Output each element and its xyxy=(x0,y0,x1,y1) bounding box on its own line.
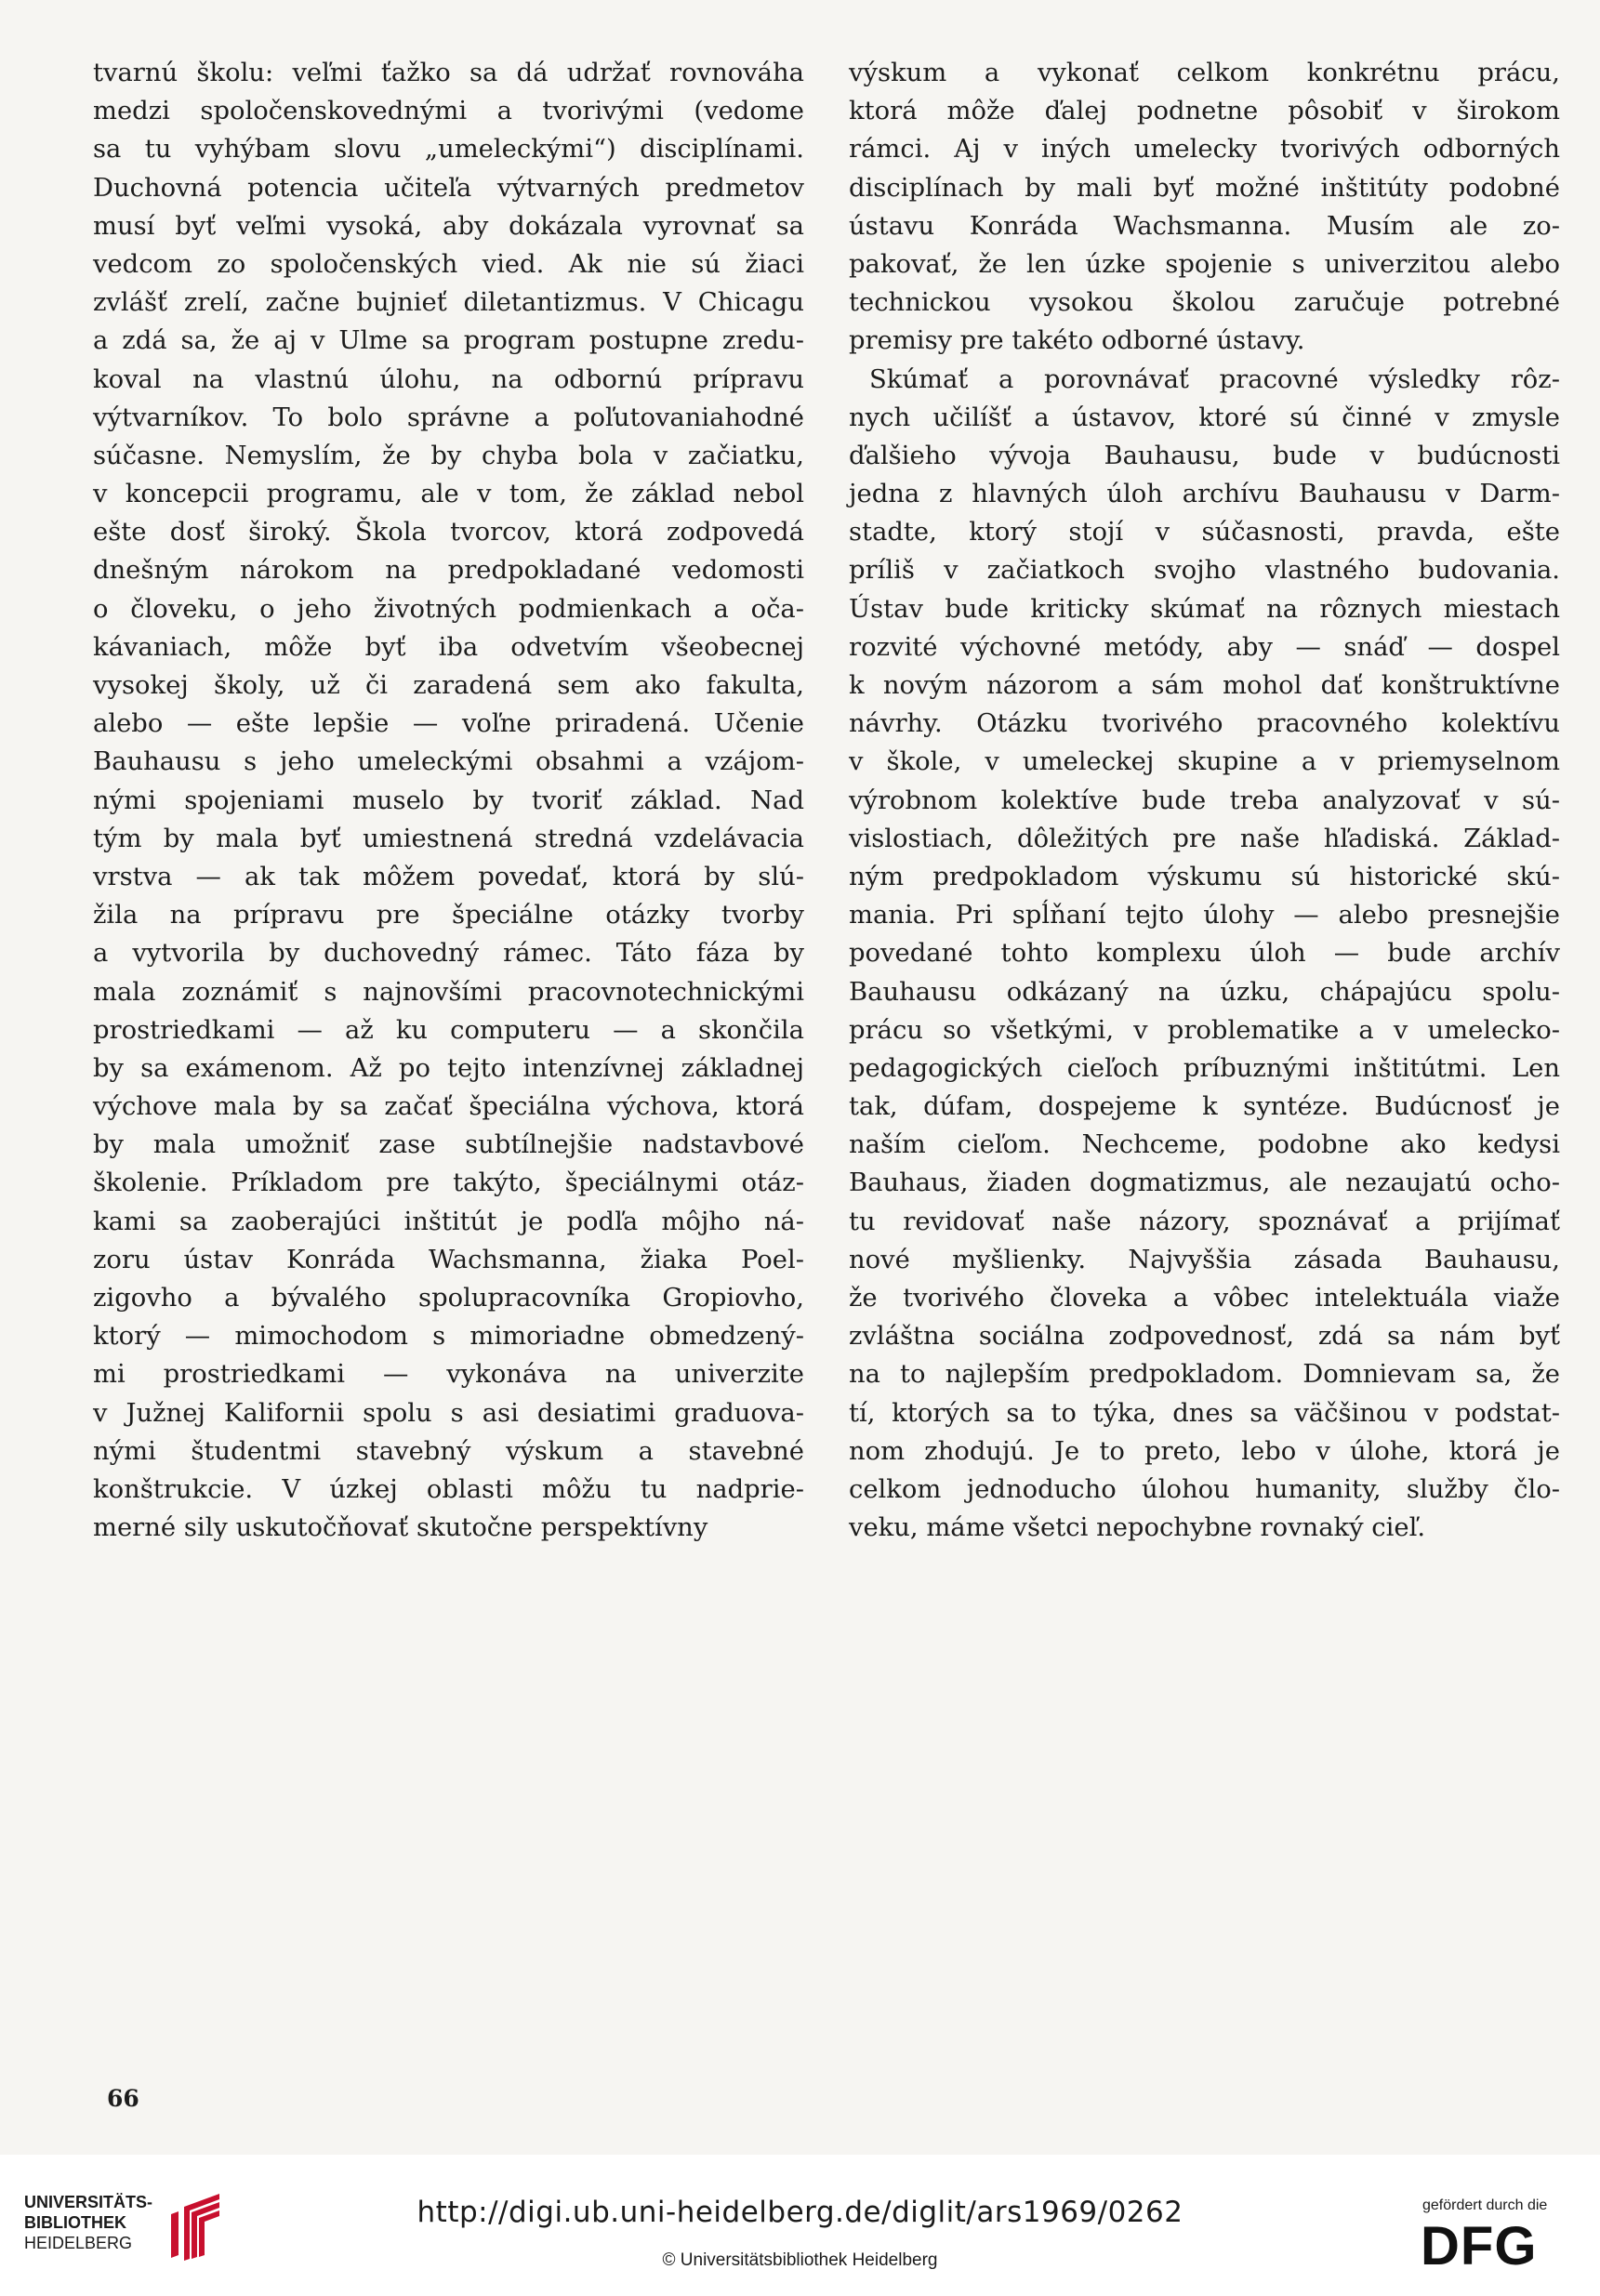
funding-caption: gefördert durch die xyxy=(1422,2197,1548,2213)
text-line: sa tu vyhýbam slovu „umeleckými“) disciplínami. xyxy=(93,135,804,165)
text-line: kávaniach, môže byť iba odvetvím všeobecnej xyxy=(93,632,804,662)
text-line: vysokej školy, už či zaradená sem ako fakulta, xyxy=(93,671,804,700)
text-line: Bauhausu odkázaný na úzku, chápajúcu spolu- xyxy=(849,977,1560,1007)
text-line: ešte dosť široký. Škola tvorcov, ktorá zodpovedá xyxy=(93,518,804,548)
text-line: výskum a vykonať celkom konkrétnu prácu, xyxy=(849,59,1560,87)
left-text-column xyxy=(93,54,804,1547)
text-line: zvlášť zrelí, začne bujnieť diletantizmus. V Chicagu xyxy=(93,288,804,318)
text-line: ktorá môže ďalej podnetne pôsobiť v širokom xyxy=(849,97,1560,126)
text-line: ďalšieho vývoja Bauhausu, bude v budúcnosti xyxy=(849,441,1560,470)
library-name-line2: BIBLIOTHEK xyxy=(24,2213,126,2232)
text-line: výtvarníkov. To bolo správne a poľutovaniahodné xyxy=(93,402,804,432)
text-line: ným predpokladom výskumu sú historické skú- xyxy=(849,862,1560,891)
text-line: Ústav bude kriticky skúmať na rôznych miestach xyxy=(849,594,1560,624)
text-line: školenie. Príkladom pre takýto, špeciálnymi otáz- xyxy=(93,1168,804,1198)
text-line: nové myšlienky. Najvyššia zásada Bauhausu, xyxy=(849,1245,1560,1274)
text-line: medzi spoločenskovednými a tvorivými (vedome xyxy=(93,97,804,126)
dfg-funding-logo[interactable] xyxy=(1421,2197,1579,2281)
text-line: merné sily uskutočňovať skutočne perspektívny xyxy=(93,1513,708,1543)
text-line: nými spojeniami muselo by tvoriť základ. Nad xyxy=(93,785,804,815)
text-line: nych učilíšť a ústavov, ktoré sú činné v zmysle xyxy=(849,402,1560,432)
text-line: nými študentmi stavebný výskum a stavebné xyxy=(93,1436,804,1466)
text-line: dnešným nárokom na predpokladané vedomosti xyxy=(93,556,804,586)
text-line: technickou vysokou školou zaručuje potrebné xyxy=(849,288,1560,318)
text-line: ktorý — mimochodom s mimoriadne obmedzený- xyxy=(93,1322,804,1352)
text-line: tu revidovať naše názory, spoznávať a prijímať xyxy=(849,1207,1560,1236)
text-line: k novým názorom a sám mohol dať konštruktívne xyxy=(849,671,1560,700)
text-line: naším cieľom. Nechceme, podobne ako kedysi xyxy=(849,1130,1560,1160)
text-line: tým by mala byť umiestnená stredná vzdelávacia xyxy=(93,824,804,853)
text-line: pakovať, že len úzke spojenie s univerzitou alebo xyxy=(849,249,1560,279)
text-line: zigovho a bývalého spolupracovníka Gropiovho, xyxy=(93,1284,804,1313)
copyright-notice: © Universitätsbibliothek Heidelberg xyxy=(662,2250,938,2270)
text-line: a vytvorila by duchovedný rámec. Táto fáza by xyxy=(93,939,804,969)
text-line: súčasne. Nemyslím, že by chyba bola v začiatku, xyxy=(93,441,804,470)
text-line: Skúmať a porovnávať pracovné výsledky rôz- xyxy=(869,364,1560,394)
text-line: mania. Pri spĺňaní tejto úlohy — alebo presnejšie xyxy=(849,901,1560,930)
text-line: alebo — ešte lepšie — voľne priradená. Učenie xyxy=(93,709,804,739)
library-name-line1: UNIVERSITÄTS- xyxy=(24,2193,153,2211)
text-line: Bauhausu s jeho umeleckými obsahmi a vzájom- xyxy=(93,747,804,777)
right-text-column xyxy=(849,54,1560,1547)
text-line: že tvorivého človeka a vôbec intelektuála viaže xyxy=(849,1284,1560,1313)
text-line: mi prostriedkami — vykonáva na univerzite xyxy=(93,1360,804,1390)
text-line: v koncepcii programu, ale v tom, že základ nebol xyxy=(93,480,804,509)
text-line: kami sa zaoberajúci inštitút je podľa môjho ná- xyxy=(93,1207,804,1236)
digitization-footer xyxy=(0,2155,1600,2296)
dfg-logo-text: DFG xyxy=(1421,2216,1538,2276)
text-line: celkom jednoducho úlohou humanity, služby člo- xyxy=(849,1474,1560,1504)
text-line: povedané tohto komplexu úloh — bude archív xyxy=(849,939,1560,969)
text-line: zoru ústav Konráda Wachsmanna, žiaka Poel- xyxy=(93,1245,804,1274)
text-line: jedna z hlavných úloh archívu Bauhausu v Darm- xyxy=(849,480,1560,509)
text-line: tak, dúfam, dospejeme k syntéze. Budúcnosť je xyxy=(849,1092,1560,1122)
text-line: zvláštna sociálna zodpovednosť, zdá sa nám byť xyxy=(849,1322,1560,1352)
text-line: Duchovná potencia učiteľa výtvarných predmetov xyxy=(93,173,804,203)
text-line: by sa exámenom. Až po tejto intenzívnej základnej xyxy=(93,1053,804,1083)
text-line: žila na prípravu pre špeciálne otázky tvorby xyxy=(93,901,804,930)
text-line: by mala umožniť zase subtílnejšie nadstavbové xyxy=(93,1130,804,1160)
text-line: prácu so všetkými, v problematike a v umelecko- xyxy=(849,1015,1560,1045)
text-line: o človeku, o jeho životných podmienkach a oča- xyxy=(93,594,804,624)
text-line: stadte, ktorý stojí v súčasnosti, pravda, ešte xyxy=(849,518,1560,548)
page-number: 66 xyxy=(107,2085,139,2112)
text-line: prostriedkami — až ku computeru — a skončila xyxy=(93,1015,804,1045)
text-line: vedcom zo spoločenských vied. Ak nie sú žiaci xyxy=(93,249,804,279)
text-line: veku, máme všetci nepochybne rovnaký cieľ. xyxy=(849,1513,1426,1543)
text-line: v škole, v umeleckej skupine a v priemyselnom xyxy=(849,747,1560,777)
text-line: pedagogických cieľoch príbuznými inštitútmi. Len xyxy=(849,1053,1560,1083)
text-line: premisy pre takéto odborné ústavy. xyxy=(849,326,1305,356)
text-line: návrhy. Otázku tvorivého pracovného kolektívu xyxy=(849,709,1560,739)
permalink-url[interactable]: http://digi.ub.uni-heidelberg.de/diglit/ars1969/0262 xyxy=(417,2196,1183,2229)
text-line: a zdá sa, že aj v Ulme sa program postupne zredu- xyxy=(93,326,804,356)
text-line: tvarnú školu: veľmi ťažko sa dá udržať rovnováha xyxy=(93,59,804,87)
text-line: vislostiach, dôležitých pre naše hľadiská. Základ- xyxy=(849,824,1560,853)
text-line: rozvité výchovné metódy, aby — snáď — dospel xyxy=(849,632,1560,662)
text-line: príliš v začiatkoch svojho vlastného budovania. xyxy=(849,556,1560,586)
text-line: nom zhodujú. Je to preto, lebo v úlohe, ktorá je xyxy=(849,1436,1560,1466)
library-name-line3: HEIDELBERG xyxy=(24,2234,133,2252)
text-line: vrstva — ak tak môžem povedať, ktorá by slú- xyxy=(93,862,804,891)
text-line: mala zoznámiť s najnovšími pracovnotechnickými xyxy=(93,977,804,1007)
text-line: disciplínach by mali byť možné inštitúty podobné xyxy=(849,173,1560,203)
text-line: na to najlepším predpokladom. Domnievam sa, že xyxy=(849,1360,1560,1390)
text-line: musí byť veľmi vysoká, aby dokázala vyrovnať sa xyxy=(93,211,804,241)
text-line: konštrukcie. V úzkej oblasti môžu tu nadprie- xyxy=(93,1474,804,1504)
text-line: tí, ktorých sa to týka, dnes sa väčšinou v podstat- xyxy=(849,1398,1560,1428)
text-line: ústavu Konráda Wachsmanna. Musím ale zo- xyxy=(849,211,1560,241)
text-line: výchove mala by sa začať špeciálna výchova, ktorá xyxy=(93,1092,804,1122)
text-line: koval na vlastnú úlohu, na odbornú prípravu xyxy=(93,364,804,394)
text-line: výrobnom kolektíve bude treba analyzovať v sú- xyxy=(849,785,1560,815)
text-line: rámci. Aj v iných umelecky tvorivých odborných xyxy=(849,135,1560,165)
text-line: Bauhaus, žiaden dogmatizmus, ale nezaujatú ocho- xyxy=(849,1168,1560,1198)
text-line: v Južnej Kalifornii spolu s asi desiatimi graduova- xyxy=(93,1398,804,1428)
